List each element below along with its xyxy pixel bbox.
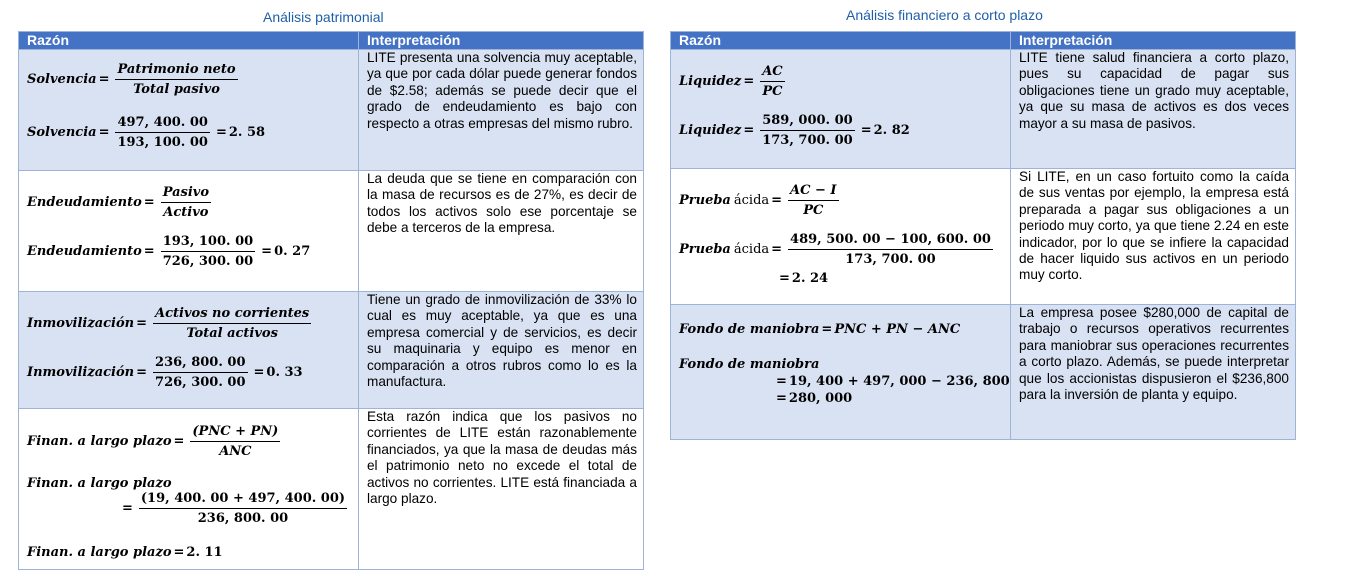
fraction (153, 355, 247, 390)
fraction (115, 62, 237, 97)
right-panel-title: Análisis financiero a corto plazo (846, 7, 1043, 23)
table-row (19, 409, 644, 570)
result-value: 0. 27 (274, 244, 311, 259)
ratio-name: Liquidez (679, 123, 742, 138)
numerator: Activos no corrientes (153, 306, 311, 324)
equals-sign: = (143, 244, 155, 259)
ratio-name: Inmovilización (27, 316, 135, 331)
equals-sign: = (173, 434, 185, 449)
numerator: AC (760, 64, 784, 82)
table-row (671, 169, 1296, 305)
ratio-name: Fondo de maniobra (679, 357, 820, 372)
equals-sign: = (136, 365, 148, 380)
finan-calculation (120, 491, 351, 526)
equals-sign: = (771, 242, 783, 257)
liquidez-calculation (679, 113, 910, 148)
finan-interpretation-cell (359, 409, 644, 570)
numerator-value: 489, 500. 00 − 100, 600. 00 (788, 232, 993, 250)
formula-expression: PNC + PN − ANC (834, 322, 961, 337)
equals-sign: = (98, 125, 110, 140)
ratio-name-accent: ácida (733, 242, 770, 257)
equals-sign: = (122, 501, 133, 516)
inmovilizacion-interpretation-cell (359, 292, 644, 409)
numerator-value: 497, 400. 00 (115, 115, 209, 133)
fraction (161, 185, 211, 220)
header-interpretacion: Interpretación (359, 32, 644, 50)
fondo-formula-cell (671, 305, 1011, 440)
equals-sign: = (173, 545, 185, 560)
solvencia-interpretation: LITE presenta una solvencia muy aceptable, ya que por cada dólar puede generar fondos de $2.58; además se puede decir que el grado de endeudamiento es bajo con respecto a otras empresas del mismo rubro. (367, 50, 637, 131)
denominator-value: 173, 700. 00 (762, 133, 853, 148)
ratio-name: Prueba (679, 242, 731, 257)
endeudamiento-formula-cell (19, 171, 359, 292)
result-value: 2. 11 (186, 545, 223, 560)
prueba-acida-formula (679, 183, 843, 218)
table-header-row (671, 32, 1296, 50)
table-row (19, 171, 644, 292)
result-value: 2. 58 (228, 125, 266, 140)
finan-formula-cell (19, 409, 359, 570)
fraction (788, 183, 838, 218)
inmovilizacion-interpretation: Tiene un grado de inmovilización de 33% lo cual es muy aceptable, ya que es una empresa comercial y de servicios, es decir su maquinaria y equipo es menor en comparación a otros rubros como lo es la manufactura. (367, 292, 637, 390)
fondo-interpretation: La empresa posee $280,000 de capital de trabajo o recursos operativos recurrentes para maniobrar sus operaciones recurrentes a corto plazo. Además, se puede interpretar que los accionistas dispusieron el $236,800 para la inversión de planta y equipo. (1019, 305, 1289, 403)
ratio-name: Finan. a largo plazo (27, 476, 172, 491)
equals-sign: = (253, 365, 265, 380)
fraction (161, 234, 255, 269)
prueba-acida-interpretation: Si LITE, en un caso fortuito como la caída de sus ventas por ejemplo, la empresa está preparada a pagar sus obligaciones a un periodo muy corto, ya que tiene 2.24 en este indicador, por lo que se infiere la capacidad de hacer liquido sus activos en un periodo muy corto. (1019, 169, 1289, 283)
ratio-name: Fondo de maniobra (679, 322, 820, 337)
liquidez-formula (679, 64, 789, 99)
equals-sign: = (776, 391, 787, 406)
equals-sign: = (143, 195, 155, 210)
result-value: 2. 82 (873, 123, 910, 138)
liquidez-interpretation-cell (1011, 50, 1296, 169)
numerator: Pasivo (161, 185, 211, 203)
result-value: 280, 000 (788, 391, 853, 406)
corto-plazo-table (670, 31, 1296, 440)
denominator-value: 726, 300. 00 (162, 254, 254, 269)
ratio-name: Finan. a largo plazo (27, 434, 172, 449)
prueba-acida-calculation (679, 232, 997, 267)
ratio-name: Finan. a largo plazo (27, 545, 172, 560)
ratio-name-accent: ácida (733, 193, 770, 208)
finan-calculation-label (27, 476, 172, 491)
fraction (190, 424, 280, 459)
equals-sign: = (215, 125, 227, 140)
table-row (19, 50, 644, 171)
table-row (671, 50, 1296, 169)
equals-sign: = (743, 74, 755, 89)
denominator: Activo (163, 205, 209, 220)
denominator: Total pasivo (133, 82, 220, 97)
endeudamiento-calculation (27, 234, 310, 269)
numerator-value: 193, 100. 00 (161, 234, 255, 252)
solvencia-formula-cell (19, 50, 359, 171)
ratio-name: Prueba (679, 193, 731, 208)
left-panel-title: Análisis patrimonial (263, 9, 384, 25)
ratio-name: Endeudamiento (27, 195, 142, 210)
solvencia-interpretation-cell (359, 50, 644, 171)
equals-sign: = (743, 123, 755, 138)
header-interpretacion: Interpretación (1011, 32, 1296, 50)
calculation-expression: 19, 400 + 497, 000 − 236, 800 (788, 374, 1010, 389)
fondo-result (774, 391, 852, 406)
ratio-name: Liquidez (679, 74, 742, 89)
ratio-name: Inmovilización (27, 365, 135, 380)
equals-sign: = (860, 123, 872, 138)
prueba-acida-interpretation-cell (1011, 169, 1296, 305)
table-row (671, 305, 1296, 440)
header-razon: Razón (19, 32, 359, 50)
solvencia-calculation (27, 115, 265, 150)
fraction (760, 64, 784, 99)
fraction (115, 115, 209, 150)
fondo-formula (679, 322, 960, 337)
endeudamiento-interpretation: La deuda que se tiene en comparación con la masa de recursos es de 27%, es decir de todos los activos solo ese porcentaje se debe a terceros de la empresa. (367, 171, 637, 236)
endeudamiento-interpretation-cell (359, 171, 644, 292)
prueba-acida-formula-cell (671, 169, 1011, 305)
finan-formula (27, 424, 284, 459)
fraction (153, 306, 311, 341)
liquidez-interpretation: LITE tiene salud financiera a corto plazo, pues su capacidad de pagar sus obligaciones tiene un grado muy aceptable, ya que su masa de activos es dos veces mayor a su masa de pasivos. (1019, 50, 1289, 131)
ratio-name: Solvencia (27, 125, 97, 140)
denominator: PC (762, 84, 783, 99)
denominator: Total activos (186, 326, 278, 341)
prueba-acida-result (777, 271, 828, 286)
equals-sign: = (136, 316, 148, 331)
equals-sign: = (779, 271, 790, 286)
denominator-value: 193, 100. 00 (117, 135, 208, 150)
inmovilizacion-calculation (27, 355, 303, 390)
result-value: 2. 24 (791, 271, 829, 286)
equals-sign: = (771, 193, 783, 208)
fondo-interpretation-cell (1011, 305, 1296, 440)
denominator-value: 236, 800. 00 (197, 511, 289, 526)
denominator-value: 726, 300. 00 (155, 375, 246, 390)
numerator-value: 589, 000. 00 (760, 113, 854, 131)
fondo-calculation (774, 374, 1010, 389)
endeudamiento-formula (27, 185, 215, 220)
equals-sign: = (821, 322, 833, 337)
equals-sign: = (98, 72, 110, 87)
inmovilizacion-formula (27, 306, 315, 341)
table-header-row (19, 32, 644, 50)
equals-sign: = (261, 244, 273, 259)
patrimonial-table (18, 31, 644, 570)
finan-result (27, 545, 223, 560)
denominator: ANC (219, 444, 252, 459)
inmovilizacion-formula-cell (19, 292, 359, 409)
liquidez-formula-cell (671, 50, 1011, 169)
numerator-value: 236, 800. 00 (153, 355, 247, 373)
equals-sign: = (776, 374, 787, 389)
table-row (19, 292, 644, 409)
numerator: Patrimonio neto (115, 62, 237, 80)
numerator-value: (19, 400. 00 + 497, 400. 00) (139, 491, 347, 509)
result-value: 0. 33 (266, 365, 303, 380)
fraction (760, 113, 854, 148)
fraction (788, 232, 993, 267)
solvencia-formula (27, 62, 242, 97)
numerator: (PNC + PN) (190, 424, 280, 442)
denominator-value: 173, 700. 00 (845, 252, 936, 267)
finan-interpretation: Esta razón indica que los pasivos no corrientes de LITE están razonablemente financiados, ya que la masa de deudas más el patrimonio neto no excede el total de activos no corrientes. LITE está financiada a largo plazo. (367, 409, 637, 507)
numerator: AC − I (788, 183, 838, 201)
ratio-name: Solvencia (27, 72, 97, 87)
fondo-calculation-label (679, 357, 819, 372)
header-razon: Razón (671, 32, 1011, 50)
fraction (139, 491, 347, 526)
denominator: PC (803, 203, 824, 218)
ratio-name: Endeudamiento (27, 244, 142, 259)
